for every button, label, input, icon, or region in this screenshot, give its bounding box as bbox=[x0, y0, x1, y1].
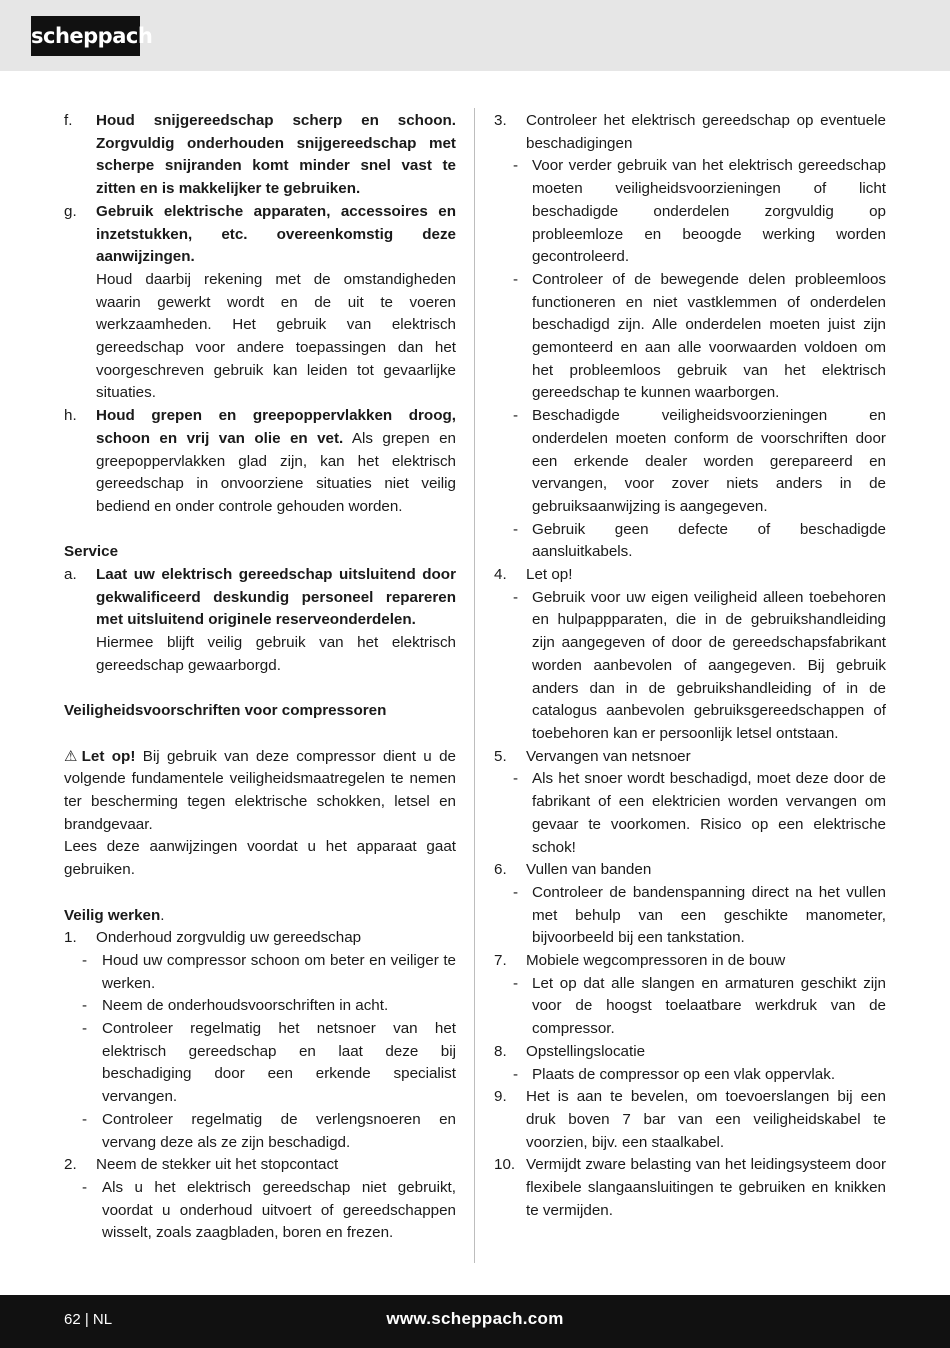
item-text: Opstellingslocatie bbox=[526, 1042, 646, 1060]
item-marker: 1. bbox=[64, 929, 77, 947]
item-a bbox=[64, 564, 456, 678]
item-marker: 5. bbox=[494, 747, 507, 765]
veilig-heading-dot: . bbox=[160, 906, 165, 924]
list-item bbox=[513, 155, 886, 269]
item-text: Het is aan te bevelen, om toevoerslangen bij een druk boven 7 bar van een veiligheidskabel te voorzien, bijv. een staalkabel. bbox=[526, 1088, 886, 1151]
list-item-text: Controleer regelmatig de verlengsnoeren en vervang deze als ze zijn beschadigd. bbox=[102, 1110, 456, 1151]
item-g bbox=[64, 201, 456, 405]
item-7 bbox=[494, 950, 886, 973]
item-marker: 9. bbox=[494, 1088, 507, 1106]
list-item-text: Let op dat alle slangen en armaturen geschikt zijn voor de hoogst toelaatbare werkdruk van de compressor. bbox=[532, 974, 886, 1038]
item-text: Vervangen van netsnoer bbox=[526, 747, 691, 765]
list-item bbox=[82, 1109, 456, 1154]
list-item bbox=[82, 995, 456, 1018]
dash: - bbox=[82, 1020, 88, 1038]
list-item bbox=[513, 882, 886, 950]
page-number: 62 | NL bbox=[64, 1311, 113, 1328]
dash: - bbox=[82, 1178, 88, 1196]
warning-text: Bij gebruik van deze compressor dient u de volgende fundamentele veiligheidsmaatregelen te nemen ter bescherming tegen elektrische schokken, letsel en brandgevaar. bbox=[64, 747, 456, 833]
warning-icon: ⚠ bbox=[64, 747, 78, 765]
item-marker: 4. bbox=[494, 566, 507, 584]
item-1 bbox=[64, 927, 456, 950]
item-text: Als grepen en greepoppervlakken glad zijn, kan het elektrisch gereedschap in onvoorziene situaties niet veilig bediend en onder controle gehouden worden. bbox=[96, 429, 456, 515]
list-item-text: Controleer of de bewegende delen probleemloos functioneren en niet vastklemmen of onderdelen beschadigd zijn. Alle onderdelen moeten juist zijn gemonteerd en aan alle voorwaarden voldoen om het probleemloos gebruik van het elektrisch gereedschap te kunnen waarborgen. bbox=[532, 270, 886, 402]
list-item bbox=[82, 1018, 456, 1109]
item-9 bbox=[494, 1086, 886, 1154]
list-item-text: Neem de onderhoudsvoorschriften in acht. bbox=[102, 997, 389, 1015]
item-text: Laat uw elektrisch gereedschap uitsluitend door gekwalificeerd deskundig personeel repareren met uitsluitend originele reserveonderdelen. bbox=[96, 566, 456, 629]
item-3 bbox=[494, 110, 886, 155]
item-marker: 2. bbox=[64, 1156, 77, 1174]
list-item-text: Houd uw compressor schoon om beter en veiliger te werken. bbox=[102, 951, 456, 992]
left-column bbox=[64, 110, 456, 1245]
item-marker: 8. bbox=[494, 1042, 507, 1060]
item-text: Let op! bbox=[526, 566, 573, 584]
warning-label: Let op! bbox=[81, 747, 136, 765]
scheppach-logo: scheppach bbox=[31, 16, 140, 56]
list-item bbox=[513, 768, 886, 859]
list-item-text: Als u het elektrisch gereedschap niet gebruikt, voordat u onderhoud uitvoert of gereedschappen wisselt, zoals zaagbladen, boren en frezen. bbox=[102, 1178, 456, 1242]
item-6 bbox=[494, 859, 886, 882]
item-f bbox=[64, 110, 456, 201]
sublist-7 bbox=[494, 973, 886, 1041]
dash: - bbox=[82, 1110, 88, 1128]
dash: - bbox=[513, 770, 519, 788]
list-item-text: Gebruik geen defecte of beschadigde aansluitkabels. bbox=[532, 520, 886, 561]
item-text: Houd grepen en greepoppervlakken droog, schoon en vrij van olie en vet. bbox=[96, 407, 456, 447]
list-item bbox=[513, 405, 886, 519]
website-link[interactable]: www.scheppach.com bbox=[386, 1309, 564, 1328]
warning-paragraph bbox=[64, 746, 456, 837]
list-item-text: Voor verder gebruik van het elektrisch gereedschap moeten veiligheidsvoorzieningen of licht beschadigde onderdelen zorgvuldig op probleemloze en beoogde werking worden gecontroleerd. bbox=[532, 157, 886, 266]
dash: - bbox=[513, 1065, 519, 1083]
item-body bbox=[96, 564, 456, 678]
list-item-text: Controleer de bandenspanning direct na het vullen met behulp van een geschikte manometer, bijvoorbeeld bij een tankstation. bbox=[532, 883, 886, 947]
item-text: Hiermee blijft veilig gebruik van het elektrisch gereedschap gewaarborgd. bbox=[96, 634, 456, 674]
sublist-2 bbox=[64, 1177, 456, 1245]
footer-bar bbox=[0, 1295, 950, 1348]
list-item bbox=[513, 269, 886, 405]
list-item bbox=[513, 519, 886, 564]
list-item-text: Controleer regelmatig het netsnoer van het elektrisch gereedschap en laat deze bij beschadiging door een erkende specialist vervangen. bbox=[102, 1020, 456, 1106]
item-text: Houd snijgereedschap scherp en schoon. Zorgvuldig onderhouden snijgereedschap met scherpe snijranden komt minder snel vast te zitten en is makkelijker te gebruiken. bbox=[96, 112, 456, 198]
item-h bbox=[64, 405, 456, 519]
item-marker: 3. bbox=[494, 112, 507, 129]
item-marker: 7. bbox=[494, 952, 507, 970]
item-text: Vullen van banden bbox=[526, 861, 652, 879]
dash: - bbox=[513, 270, 519, 288]
item-marker: g. bbox=[64, 202, 77, 220]
dash: - bbox=[513, 883, 519, 901]
list-item-text: Gebruik voor uw eigen veiligheid alleen toebehoren en hulpappparaten, die in de gebruikshandleiding zijn aangegeven of door de gereedschapsfabrikant worden aanbevolen of aangegeven. Bij gebruik anders dan in de gebruikshandleiding of in de catalogus aanbevolen gebruiksgereedschappen of toebehoren kan er persoonlijk letsel ontstaan. bbox=[532, 588, 886, 742]
sublist-4 bbox=[494, 587, 886, 746]
dash: - bbox=[82, 997, 88, 1015]
sublist-5 bbox=[494, 768, 886, 859]
dash: - bbox=[513, 974, 519, 992]
item-text: Neem de stekker uit het stopcontact bbox=[96, 1156, 339, 1174]
service-heading: Service bbox=[64, 543, 119, 561]
header-bar bbox=[0, 0, 950, 71]
item-body bbox=[96, 201, 456, 405]
item-10 bbox=[494, 1154, 886, 1222]
item-marker: 10. bbox=[494, 1156, 516, 1174]
list-item-text: Beschadigde veiligheidsvoorzieningen en onderdelen moeten conform de voorschriften door een erkende dealer worden gerepareerd en vervangen, voor zover niets anders in de gebruiksaanwijzing is aangegeven. bbox=[532, 407, 886, 515]
item-text: Houd daarbij rekening met de omstandigheden waarin gewerkt wordt en de uit te voeren werkzaamheden. Het gebruik van elektrisch gereedschap voor andere toepassingen dan het voorgeschreven gebruik kan leiden tot gevaarlijke situaties. bbox=[96, 270, 456, 402]
item-text: Vermijdt zware belasting van het leidingsysteem door flexibele slangaansluitingen te gebruiken en knikken te vermijden. bbox=[526, 1156, 886, 1219]
sublist-6 bbox=[494, 882, 886, 950]
list-item bbox=[513, 587, 886, 746]
item-text: Controleer het elektrisch gereedschap op eventuele beschadigingen bbox=[526, 112, 886, 152]
veilig-heading-line bbox=[64, 905, 456, 928]
veilig-heading: Veilig werken bbox=[64, 906, 161, 924]
item-4 bbox=[494, 564, 886, 587]
list-item bbox=[82, 950, 456, 995]
item-marker: a. bbox=[64, 566, 77, 584]
sublist-1 bbox=[64, 950, 456, 1154]
column-divider bbox=[474, 108, 475, 1263]
item-marker: f. bbox=[64, 112, 73, 129]
list-item bbox=[494, 1064, 886, 1087]
item-text: Gebruik elektrische apparaten, accessoires en inzetstukken, etc. overeenkomstig deze aanwijzingen. bbox=[96, 202, 456, 266]
item-8 bbox=[494, 1041, 886, 1064]
dash: - bbox=[82, 951, 88, 969]
list-item bbox=[513, 973, 886, 1041]
item-marker: h. bbox=[64, 407, 77, 425]
dash: - bbox=[513, 407, 519, 425]
right-column bbox=[494, 110, 886, 1222]
item-2 bbox=[64, 1154, 456, 1177]
item-5 bbox=[494, 746, 886, 769]
item-text: Onderhoud zorgvuldig uw gereedschap bbox=[96, 929, 362, 947]
dash: - bbox=[513, 588, 519, 606]
compressor-heading: Veiligheidsvoorschriften voor compressoren bbox=[64, 702, 387, 720]
item-body bbox=[96, 405, 456, 519]
list-item-text: Plaats de compressor op een vlak oppervlak. bbox=[532, 1065, 836, 1083]
item-marker: 6. bbox=[494, 861, 507, 879]
item-text: Mobiele wegcompressoren in de bouw bbox=[526, 952, 786, 970]
sublist-3 bbox=[494, 155, 886, 564]
read-instructions: Lees deze aanwijzingen voordat u het apparaat gaat gebruiken. bbox=[64, 838, 456, 879]
dash: - bbox=[513, 157, 519, 175]
sublist-8 bbox=[494, 1064, 886, 1087]
list-item-text: Als het snoer wordt beschadigd, moet deze door de fabrikant of een elektricien worden vervangen om gevaar te voorkomen. Risico op een elektrische schok! bbox=[532, 770, 886, 856]
dash: - bbox=[513, 520, 519, 538]
list-item bbox=[82, 1177, 456, 1245]
